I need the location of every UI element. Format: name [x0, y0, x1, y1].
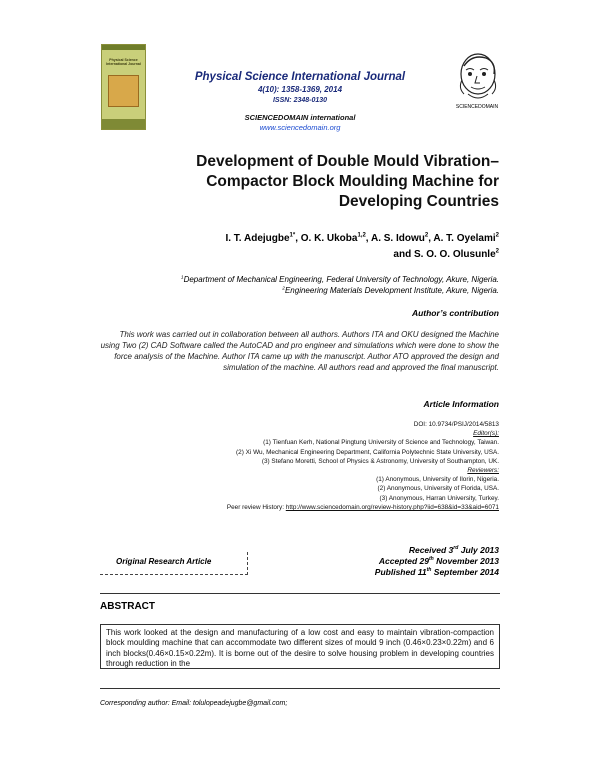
author-name: and S. O. O. Olusunle	[393, 249, 496, 260]
editor-item: (3) Stefano Moretti, School of Physics & Astronomy, University of Southampton, UK.	[261, 457, 499, 465]
author-name: , O. K. Ukoba	[295, 233, 358, 244]
published-date: Published 11th September 2014	[374, 567, 499, 577]
divider	[100, 593, 500, 594]
publisher-logo-label: SCIENCEDOMAIN	[455, 104, 499, 110]
editor-item: (1) Tienfuan Kerh, National Pingtung University of Science and Technology, Taiwan.	[263, 439, 499, 447]
affiliations	[69, 275, 499, 296]
journal-title: Physical Science International Journal	[194, 71, 406, 83]
paper-title-line-1: Development of Double Mould Vibration–	[196, 153, 499, 170]
article-type: Original Research Article	[116, 557, 212, 566]
paper-title	[99, 152, 499, 212]
author-name: I. T. Adejugbe	[225, 233, 290, 244]
author-name: , A. T. Oyelami	[428, 233, 496, 244]
contribution-heading: Author’s contribution	[411, 308, 499, 318]
cover-title: Physical Science International Journal	[106, 58, 141, 66]
paper-title-line-2: Compactor Block Moulding Machine for	[206, 173, 499, 190]
article-dates	[239, 545, 499, 578]
editors-label: Editor(s):	[473, 430, 499, 438]
article-type-box	[100, 552, 248, 575]
paper-title-line-3: Developing Countries	[338, 193, 499, 210]
accepted-date: Accepted 29th November 2013	[378, 556, 499, 566]
abstract-heading: ABSTRACT	[100, 601, 155, 612]
contribution-text: This work was carried out in collaboration between all authors. Authors ITA and OKU designed the Machine using Two (2) CAD Software called the AutoCAD and pro engineer and simulations which were done to show the force analysis of the Machine. Author ITA came up with the manuscript. Author ATO approved the design and simulation of the machine. All authors read and approved the final manuscript.	[100, 330, 499, 372]
publisher-logo-icon	[452, 50, 504, 106]
editor-item: (2) Xi Wu, Mechanical Engineering Department, California Polytechnic State University, USA.	[236, 448, 499, 456]
affiliation-1: $^1$Department of Mechanical Engineering, Federal University of Technology, Akure, Nigeria.	[180, 275, 499, 284]
affiliation-2: $^2$Engineering Materials Development Institute, Akure, Nigeria.	[282, 285, 499, 295]
author-list: I. T. Adejugbe$^{1*}$, O. K. Ukoba$^{1,2}$, A. S. Idowu$^2$, A. T. Oyelami$^2$ and S. O. O. Olusunle$^2$	[225, 232, 499, 260]
reviewer-item: (1) Anonymous, University of Ilorin, Nigeria.	[376, 476, 499, 484]
publisher-name: SCIENCEDOMAIN international	[244, 113, 356, 122]
publisher-url[interactable]: www.sciencedomain.org	[259, 123, 341, 132]
author-name: , A. S. Idowu	[365, 233, 425, 244]
abstract-text: This work looked at the design and manufacturing of a low cost and easy to maintain vibration-compaction block moulding machine that can accommodate two different sizes of mould 9 inch (0.46×0.23×0.22m) and 6 inch blocks(0.46×0.15×0.22m). It is borne out of the desire to solve housing problem in developing countries through reduction in the	[100, 624, 500, 669]
peer-review-history: Peer review History: http://www.sciencedomain.org/review-history.php?iid=638&id=33&aid=6071	[226, 503, 499, 511]
reviewer-item: (3) Anonymous, Harran University, Turkey.	[379, 494, 499, 502]
corresponding-author-footnote: Corresponding author: Email: tolulopeadejugbe@gmail.com;	[100, 700, 288, 707]
journal-issn: ISSN: 2348-0130	[272, 97, 328, 104]
reviewers-label: Reviewers:	[467, 467, 499, 475]
footnote-divider	[100, 688, 500, 689]
journal-header	[180, 70, 420, 133]
reviewer-item: (2) Anonymous, University of Florida, USA.	[377, 485, 499, 493]
journal-volume: 4(10): 1358-1369, 2014	[257, 85, 343, 94]
journal-cover-image	[101, 44, 146, 130]
article-info	[79, 420, 499, 512]
peer-review-link[interactable]: http://www.sciencedomain.org/review-history.php?iid=638&id=33&aid=6071	[285, 503, 499, 511]
article-info-heading: Article Information	[423, 399, 499, 409]
received-date: Received 3rd July 2013	[408, 545, 499, 555]
doi: DOI: 10.9734/PSIJ/2014/5813	[413, 421, 499, 428]
